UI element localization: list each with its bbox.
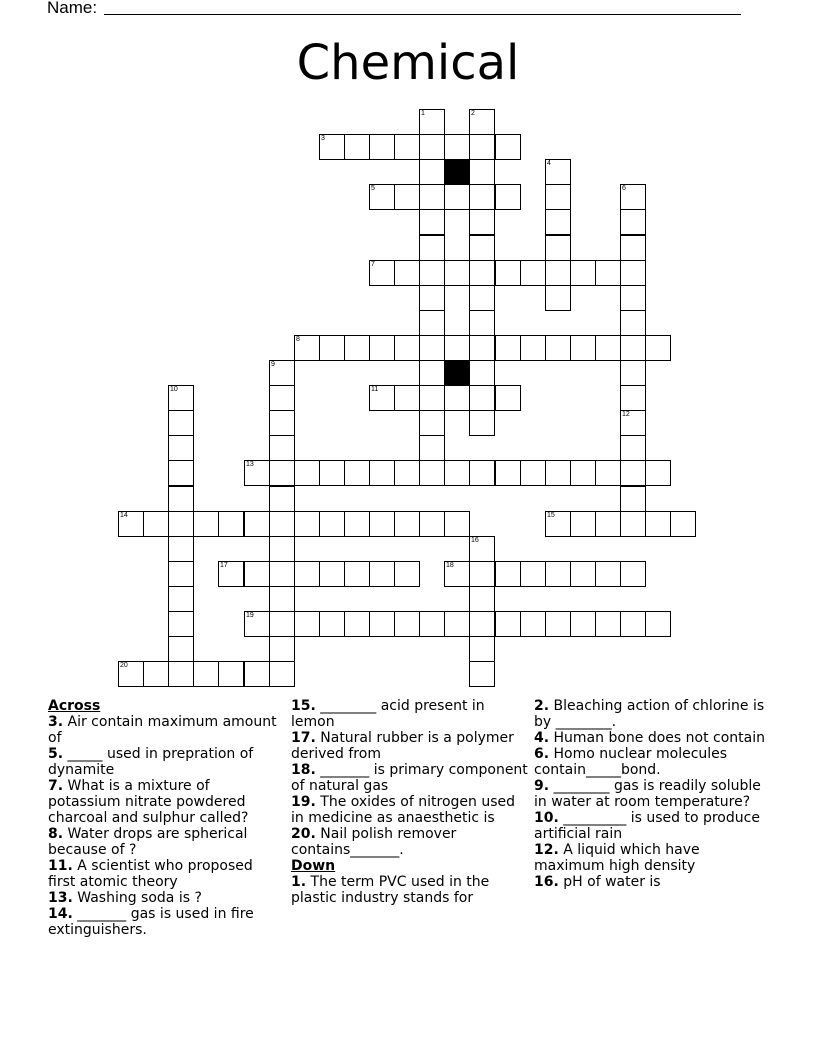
clue-text: The term PVC used in the plastic industry stands for [291, 874, 490, 906]
crossword-cell[interactable] [269, 486, 295, 512]
crossword-cell[interactable] [369, 260, 395, 286]
down-heading: Down [291, 858, 336, 874]
crossword-cell[interactable] [168, 410, 194, 436]
crossword-cell[interactable] [419, 209, 445, 235]
crossword-cell[interactable] [244, 661, 270, 687]
crossword-cell[interactable] [469, 260, 495, 286]
crossword-cell[interactable] [218, 511, 244, 537]
crossword-cell[interactable] [419, 435, 445, 461]
crossword-cell[interactable] [244, 611, 270, 637]
clue-number: 8. [48, 826, 64, 842]
crossword-cell[interactable] [620, 435, 646, 461]
crossword-cell[interactable] [620, 285, 646, 311]
crossword-cell[interactable] [620, 260, 646, 286]
down-clue [534, 874, 774, 890]
crossword-cell[interactable] [469, 636, 495, 662]
crossword-cell[interactable] [218, 661, 244, 687]
crossword-cell[interactable] [419, 235, 445, 261]
crossword-cell[interactable] [545, 260, 571, 286]
clue-number: 17. [291, 730, 316, 746]
crossword-cell[interactable] [595, 335, 621, 361]
cell-number: 17 [220, 562, 228, 569]
crossword-cell[interactable] [168, 460, 194, 486]
crossword-cell[interactable] [218, 561, 244, 587]
crossword-cell[interactable] [419, 285, 445, 311]
crossword-cell[interactable] [419, 511, 445, 537]
across-clue [48, 906, 283, 938]
crossword-cell[interactable] [620, 511, 646, 537]
crossword-cell[interactable] [495, 611, 521, 637]
crossword-cell[interactable] [244, 511, 270, 537]
crossword-cell[interactable] [545, 460, 571, 486]
crossword-cell[interactable] [269, 561, 295, 587]
crossword-cell[interactable] [620, 209, 646, 235]
crossword-cell[interactable] [369, 184, 395, 210]
crossword-cell[interactable] [469, 184, 495, 210]
crossword-cell[interactable] [294, 460, 320, 486]
crossword-cell[interactable] [419, 184, 445, 210]
crossword-cell[interactable] [168, 561, 194, 587]
crossword-cell[interactable] [444, 385, 470, 411]
crossword-cell[interactable] [469, 611, 495, 637]
crossword-cell[interactable] [645, 460, 671, 486]
crossword-cell[interactable] [419, 385, 445, 411]
clue-number: 1. [291, 874, 307, 890]
crossword-cell[interactable] [620, 561, 646, 587]
crossword-cell[interactable] [269, 586, 295, 612]
cell-number: 19 [246, 612, 254, 619]
crossword-cell[interactable] [168, 435, 194, 461]
crossword-cell[interactable] [269, 511, 295, 537]
down-clue [534, 842, 774, 874]
clue-number: 16. [534, 874, 559, 890]
crossword-cell[interactable] [118, 661, 144, 687]
clue-number: 4. [534, 730, 550, 746]
crossword-cell[interactable] [545, 611, 571, 637]
crossword-cell[interactable] [444, 335, 470, 361]
cell-number: 14 [120, 512, 128, 519]
cell-number: 10 [170, 386, 178, 393]
crossword-cell[interactable] [394, 184, 420, 210]
clue-text: Washing soda is ? [72, 890, 202, 906]
across-clue [48, 714, 283, 746]
crossword-cell[interactable] [645, 511, 671, 537]
clue-number: 10. [534, 810, 559, 826]
cell-number: 20 [120, 662, 128, 669]
crossword-cell[interactable] [444, 460, 470, 486]
crossword-cell[interactable] [520, 335, 546, 361]
crossword-cell[interactable] [570, 335, 596, 361]
clue-number: 19. [291, 794, 316, 810]
cell-number: 7 [371, 261, 375, 268]
down-clue [534, 746, 774, 778]
crossword-cell[interactable] [495, 184, 521, 210]
crossword-cell[interactable] [394, 561, 420, 587]
clue-number: 13. [48, 890, 73, 906]
clue-text: _________ is used to produce artificial rain [534, 810, 760, 842]
crossword-cell[interactable] [269, 536, 295, 562]
crossword-cell[interactable] [545, 561, 571, 587]
name-label: Name: [47, 0, 98, 17]
crossword-cell[interactable] [469, 586, 495, 612]
clue-number: 15. [291, 698, 316, 714]
crossword-cell[interactable] [394, 611, 420, 637]
crossword-cell[interactable] [595, 460, 621, 486]
crossword-cell[interactable] [269, 611, 295, 637]
clue-text: ________ acid present in lemon [291, 698, 485, 730]
crossword-cell[interactable] [469, 561, 495, 587]
crossword-cell[interactable] [369, 511, 395, 537]
crossword-cell[interactable] [645, 335, 671, 361]
crossword-cell[interactable] [344, 134, 370, 160]
clue-text: pH of water is [558, 874, 661, 890]
crossword-cell[interactable] [419, 611, 445, 637]
clue-text: The oxides of nitrogen used in medicine as anaesthetic is [291, 794, 516, 826]
crossword-cell[interactable] [118, 511, 144, 537]
cell-number: 11 [371, 386, 379, 393]
crossword-cell[interactable] [469, 235, 495, 261]
crossword-cell[interactable] [444, 134, 470, 160]
across-clue [291, 794, 531, 826]
clue-number: 18. [291, 762, 316, 778]
crossword-cell[interactable] [419, 410, 445, 436]
cell-number: 18 [446, 562, 454, 569]
clue-column-3 [534, 698, 774, 890]
crossword-cell[interactable] [419, 310, 445, 336]
crossword-cell[interactable] [469, 410, 495, 436]
clue-number: 11. [48, 858, 73, 874]
crossword-cell[interactable] [595, 260, 621, 286]
crossword-cell[interactable] [620, 335, 646, 361]
crossword-cell[interactable] [168, 511, 194, 537]
clue-text: A scientist who proposed first atomic theory [48, 858, 253, 890]
crossword-cell[interactable] [319, 561, 345, 587]
down-clue [534, 698, 774, 730]
crossword-cell[interactable] [495, 335, 521, 361]
clue-text: ________ gas is readily soluble in water at room temperature? [534, 778, 761, 810]
clue-number: 20. [291, 826, 316, 842]
crossword-cell[interactable] [168, 586, 194, 612]
crossword-cell[interactable] [545, 235, 571, 261]
crossword-cell[interactable] [319, 611, 345, 637]
crossword-cell[interactable] [369, 385, 395, 411]
across-clue [291, 730, 531, 762]
crossword-cell[interactable] [419, 460, 445, 486]
crossword-cell[interactable] [545, 335, 571, 361]
clue-number: 6. [534, 746, 550, 762]
crossword-cell[interactable] [469, 385, 495, 411]
crossword-cell[interactable] [344, 460, 370, 486]
crossword-cell[interactable] [444, 184, 470, 210]
crossword-cell[interactable] [469, 536, 495, 562]
crossword-cell[interactable] [244, 561, 270, 587]
crossword-cell[interactable] [469, 209, 495, 235]
crossword-cell[interactable] [369, 134, 395, 160]
crossword-cell[interactable] [394, 260, 420, 286]
crossword-cell[interactable] [520, 611, 546, 637]
cell-number: 12 [622, 411, 630, 418]
crossword-cell[interactable] [595, 511, 621, 537]
crossword-cell[interactable] [419, 360, 445, 386]
crossword-cell[interactable] [394, 335, 420, 361]
crossword-cell[interactable] [269, 661, 295, 687]
clue-number: 5. [48, 746, 64, 762]
crossword-cell[interactable] [294, 511, 320, 537]
crossword-cell[interactable] [545, 159, 571, 185]
down-clue [534, 730, 774, 746]
clue-number: 2. [534, 698, 550, 714]
crossword-cell[interactable] [570, 561, 596, 587]
crossword-cell[interactable] [244, 460, 270, 486]
clue-text: Bleaching action of chlorine is by ________. [534, 698, 765, 730]
crossword-cell[interactable] [369, 460, 395, 486]
cell-number: 1 [421, 110, 425, 117]
crossword-cell[interactable] [469, 134, 495, 160]
crossword-cell[interactable] [193, 511, 219, 537]
cell-number: 15 [547, 512, 555, 519]
crossword-cell[interactable] [269, 460, 295, 486]
cell-number: 3 [321, 135, 325, 142]
clue-text: _______ gas is used in fire extinguishers. [48, 906, 254, 938]
crossword-cell[interactable] [469, 360, 495, 386]
crossword-cell[interactable] [419, 159, 445, 185]
crossword-cell[interactable] [168, 611, 194, 637]
crossword-cell[interactable] [394, 134, 420, 160]
clue-number: 3. [48, 714, 64, 730]
across-clue [48, 778, 283, 826]
crossword-cell[interactable] [520, 561, 546, 587]
crossword-cell[interactable] [545, 184, 571, 210]
crossword-cell[interactable] [645, 611, 671, 637]
crossword-cell[interactable] [168, 385, 194, 411]
clue-text: Homo nuclear molecules contain_____bond. [534, 746, 728, 778]
across-clue [48, 826, 283, 858]
crossword-cell[interactable] [570, 511, 596, 537]
across-clue [291, 826, 531, 858]
crossword-cell[interactable] [168, 661, 194, 687]
crossword-cell[interactable] [545, 511, 571, 537]
crossword-cell[interactable] [595, 561, 621, 587]
crossword-cell[interactable] [545, 285, 571, 311]
clue-number: 14. [48, 906, 73, 922]
crossword-cell[interactable] [143, 511, 169, 537]
crossword-cell[interactable] [495, 134, 521, 160]
crossword-cell[interactable] [444, 260, 470, 286]
crossword-cell[interactable] [444, 561, 470, 587]
crossword-cell[interactable] [620, 184, 646, 210]
crossword-cell[interactable] [469, 285, 495, 311]
down-clue [291, 874, 531, 906]
crossword-cell[interactable] [193, 661, 219, 687]
crossword-cell[interactable] [595, 611, 621, 637]
crossword-cell[interactable] [620, 486, 646, 512]
crossword-cell[interactable] [319, 460, 345, 486]
crossword-cell[interactable] [620, 410, 646, 436]
cell-number: 13 [246, 461, 254, 468]
across-clue [291, 698, 531, 730]
crossword-cell[interactable] [319, 134, 345, 160]
crossword-cell[interactable] [369, 335, 395, 361]
clue-text: Nail polish remover contains_______. [291, 826, 457, 858]
clue-text: _______ is primary component of natural gas [291, 762, 528, 794]
crossword-cell[interactable] [294, 561, 320, 587]
crossword-cell[interactable] [168, 536, 194, 562]
cell-number: 8 [296, 336, 300, 343]
crossword-cell[interactable] [469, 109, 495, 135]
clue-text: Air contain maximum amount of [48, 714, 277, 746]
crossword-cell[interactable] [344, 335, 370, 361]
across-clue [48, 858, 283, 890]
crossword-cell[interactable] [620, 460, 646, 486]
crossword-black-cell [444, 159, 470, 185]
crossword-cell[interactable] [269, 636, 295, 662]
crossword-cell[interactable] [344, 511, 370, 537]
across-heading: Across [48, 698, 101, 714]
clue-text: _____ used in prepration of dynamite [48, 746, 254, 778]
clue-text: Human bone does not contain [549, 730, 765, 746]
down-clue [534, 778, 774, 810]
clue-text: What is a mixture of potassium nitrate powdered charcoal and sulphur called? [48, 778, 249, 826]
crossword-cell[interactable] [294, 335, 320, 361]
crossword-cell[interactable] [620, 235, 646, 261]
crossword-cell[interactable] [520, 260, 546, 286]
crossword-cell[interactable] [319, 511, 345, 537]
crossword-cell[interactable] [369, 611, 395, 637]
page-title: Chemical [296, 35, 520, 91]
crossword-cell[interactable] [269, 360, 295, 386]
crossword-cell[interactable] [469, 310, 495, 336]
crossword-cell[interactable] [620, 385, 646, 411]
cell-number: 6 [622, 185, 626, 192]
crossword-cell[interactable] [369, 561, 395, 587]
crossword-cell[interactable] [495, 460, 521, 486]
clue-column-1 [48, 698, 283, 938]
crossword-cell[interactable] [469, 159, 495, 185]
crossword-cell[interactable] [419, 134, 445, 160]
clue-text: Water drops are spherical because of ? [48, 826, 248, 858]
crossword-cell[interactable] [495, 561, 521, 587]
crossword-cell[interactable] [444, 511, 470, 537]
cell-number: 16 [471, 537, 479, 544]
cell-number: 2 [471, 110, 475, 117]
crossword-cell[interactable] [394, 385, 420, 411]
clue-number: 9. [534, 778, 550, 794]
clue-text: Natural rubber is a polymer derived from [291, 730, 514, 762]
crossword-cell[interactable] [344, 561, 370, 587]
crossword-cell[interactable] [269, 435, 295, 461]
crossword-cell[interactable] [495, 260, 521, 286]
crossword-cell[interactable] [469, 661, 495, 687]
clue-text: A liquid which have maximum high density [534, 842, 700, 874]
crossword-cell[interactable] [570, 611, 596, 637]
crossword-cell[interactable] [570, 260, 596, 286]
crossword-cell[interactable] [319, 335, 345, 361]
crossword-cell[interactable] [269, 385, 295, 411]
crossword-cell[interactable] [344, 611, 370, 637]
down-clue [534, 810, 774, 842]
crossword-cell[interactable] [419, 335, 445, 361]
clue-column-2 [291, 698, 531, 906]
crossword-cell[interactable] [294, 611, 320, 637]
crossword-cell[interactable] [545, 209, 571, 235]
crossword-cell[interactable] [495, 385, 521, 411]
crossword-cell[interactable] [620, 310, 646, 336]
crossword-black-cell [444, 360, 470, 386]
crossword-cell[interactable] [620, 611, 646, 637]
across-clue [48, 890, 283, 906]
crossword-cell[interactable] [570, 460, 596, 486]
crossword-cell[interactable] [469, 335, 495, 361]
crossword-cell[interactable] [168, 486, 194, 512]
crossword-cell[interactable] [394, 511, 420, 537]
crossword-cell[interactable] [394, 460, 420, 486]
cell-number: 5 [371, 185, 375, 192]
crossword-cell[interactable] [419, 109, 445, 135]
across-clue [291, 762, 531, 794]
crossword-cell[interactable] [444, 611, 470, 637]
crossword-cell[interactable] [269, 410, 295, 436]
crossword-cell[interactable] [143, 661, 169, 687]
crossword-cell[interactable] [670, 511, 696, 537]
clue-number: 7. [48, 778, 64, 794]
clue-number: 12. [534, 842, 559, 858]
cell-number: 9 [271, 361, 275, 368]
cell-number: 4 [547, 160, 551, 167]
crossword-cell[interactable] [469, 460, 495, 486]
crossword-cell[interactable] [419, 260, 445, 286]
across-clue [48, 746, 283, 778]
crossword-cell[interactable] [520, 460, 546, 486]
crossword-cell[interactable] [620, 360, 646, 386]
crossword-cell[interactable] [168, 636, 194, 662]
